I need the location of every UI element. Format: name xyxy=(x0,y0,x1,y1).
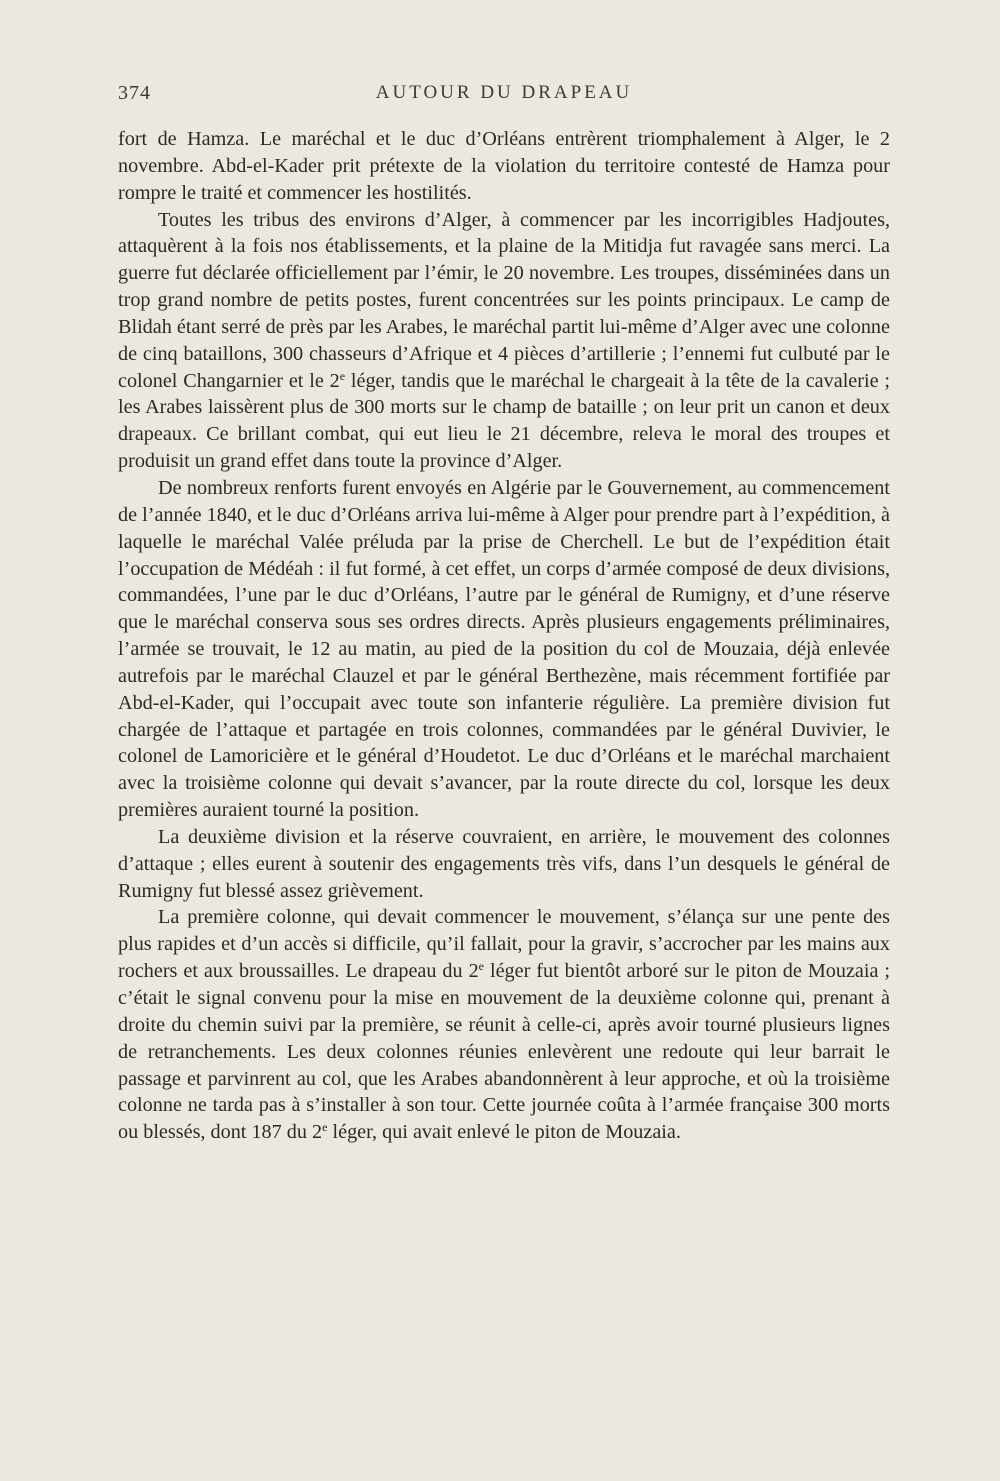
paragraph-4-text: La deuxième division et la réserve couvraient, en arrière, le mouvement des colonnes d’attaque ; elles eurent à soutenir des engagements très vifs, dans l’un desquels le général de Rumigny fut blessé assez grièvement. xyxy=(118,825,890,902)
running-head xyxy=(118,82,890,112)
page-number: 374 xyxy=(118,82,151,104)
paragraph-5-text: La première colonne, qui devait commencer le mouvement, s’élança sur une pente des plus rapides et d’un accès si difficile, qu’il fallait, pour la gravir, s’accrocher par les mains aux rochers et aux broussailles. Le drapeau du 2 xyxy=(118,906,890,983)
paragraph-5-text-cont: léger fut bientôt arboré sur le piton de Mouzaia ; c’était le signal convenu pour la mise en mouvement de la deuxième colonne qui, prenant à droite du chemin suivi par la première, se réunit à celle-ci, après avoir tourné plusieurs lignes de retranchements. Les deux colonnes réunies enlevèrent une redoute qui leur barrait le passage et parvinrent au col, que les Arabes abandonnèrent à leur approche, et où la troisième colonne ne tarda pas à s’installer à son tour. Cette journée coûta à l’armée française 300 morts ou blessés, dont 187 du 2 xyxy=(118,960,891,1144)
body-text xyxy=(118,126,890,1146)
paragraph-3-text: De nombreux renforts furent envoyés en Algérie par le Gouvernement, au commencement de l’année 1840, et le duc d’Orléans arriva lui-même à Alger pour prendre part à l’expédition, à laquelle le maréchal Valée préluda par la prise de Cherchell. Le but de l’expédition était l’occupation de Médéah : il fut formé, à cet effet, un corps d’armée composé de deux divisions, commandées, l’une par le duc d’Orléans, l’autre par le général de Rumigny, et d’une réserve que le maréchal conserva sous ses ordres directs. Après plusieurs engagements préliminaires, l’armée se trouvait, le 12 au matin, au pied de la position du col de Mouzaia, déjà enlevée autrefois par le maréchal Clauzel et par le général Berthezène, mais récemment fortifiée par Abd-el-Kader, qui l’occupait avec toute son infanterie régulière. La première division fut chargée de l’attaque et partagée en trois colonnes, commandées par le général Duvivier, le colonel de Lamoricière et le général d’Houdetot. Le duc d’Orléans et le maréchal marchaient avec la troisième colonne qui devait s’avancer, par la route directe du col, lorsque les deux premières auraient tourné la position. xyxy=(118,476,890,822)
paragraph-5-text-end: léger, qui avait enlevé le piton de Mouzaia. xyxy=(327,1121,681,1144)
ordinal-superscript: e xyxy=(478,959,484,974)
paragraph-3 xyxy=(118,475,890,824)
paragraph-4 xyxy=(118,824,890,905)
running-title: AUTOUR DU DRAPEAU xyxy=(375,82,633,103)
paragraph-2-text-cont: léger, tandis que le maréchal le chargeait à la tête de la cavalerie ; les Arabes laissèrent plus de 300 morts sur le champ de bataille ; on leur prit un canon et deux drapeaux. Ce brillant combat, qui eut lieu le 21 décembre, releva le moral des troupes et produisit un grand effet dans toute la province d’Alger. xyxy=(118,369,890,473)
ordinal-superscript: e xyxy=(322,1120,328,1135)
paragraph-5 xyxy=(118,904,890,1146)
ordinal-superscript: e xyxy=(339,368,346,383)
paragraph-1 xyxy=(118,126,890,207)
paragraph-1-text: fort de Hamza. Le maréchal et le duc d’Orléans entrèrent triomphalement à Alger, le 2 novembre. Abd-el-Kader prit prétexte de la violation du territoire contesté de Hamza pour rompre le traité et commencer les hostilités. xyxy=(118,128,890,204)
paragraph-2 xyxy=(118,207,890,475)
paragraph-2-text: Toutes les tribus des environs d’Alger, à commencer par les incorrigibles Hadjoutes, attaquèrent à la fois nos établissements, et la plaine de la Mitidja fut ravagée sans merci. La guerre fut déclarée officiellement par l’émir, le 20 novembre. Les troupes, disséminées dans un trop grand nombre de petits postes, furent concentrées sur les points principaux. Le camp de Blidah étant serré de près par les Arabes, le maréchal partit lui-même d’Alger avec une colonne de cinq bataillons, 300 chasseurs d’Afrique et 4 pièces d’artillerie ; l’ennemi fut culbuté par le colonel Changarnier et le 2 xyxy=(118,208,890,392)
